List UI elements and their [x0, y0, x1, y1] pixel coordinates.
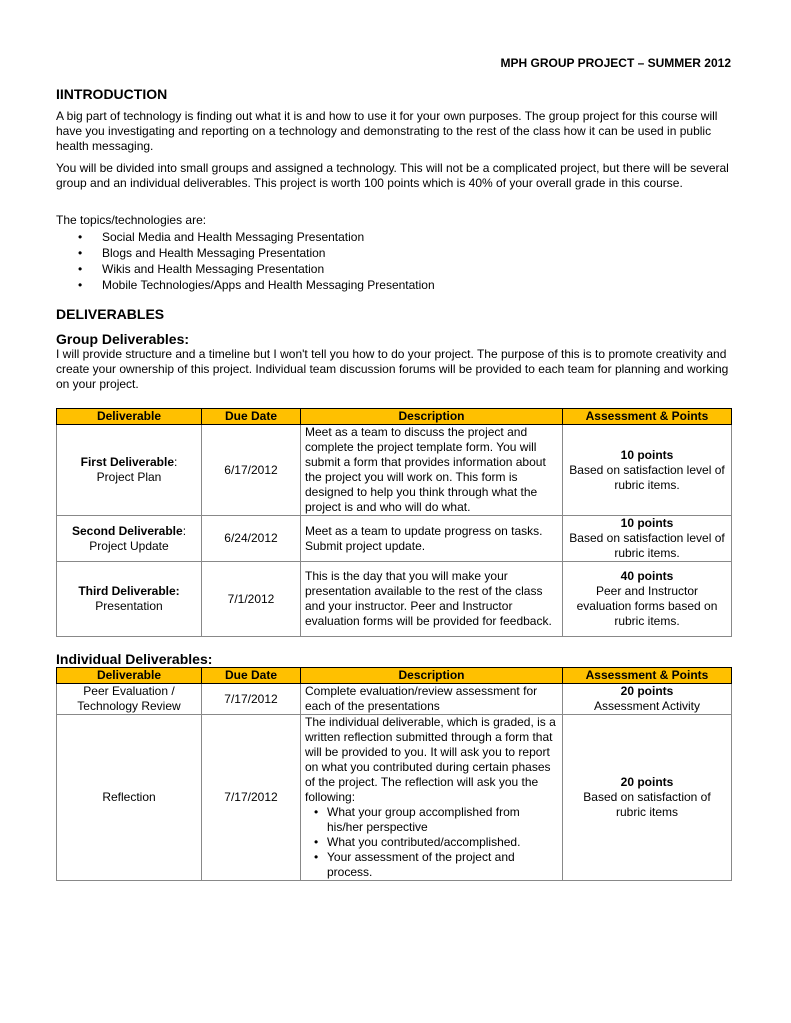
group-deliverables-intro: I will provide structure and a timeline but I won't tell you how to do your project. The purpose of this is to promote creativity and create your ownership of this project. Individual team discussion forums will be provided to each team for planning and working on your project.	[56, 347, 729, 391]
introduction-heading: IINTRODUCTION	[56, 86, 168, 102]
assessment-cell	[563, 562, 732, 637]
points-value: 20 points	[620, 684, 674, 698]
deliverable-subtitle: Project Plan	[96, 470, 162, 484]
topic-item: • Social Media and Health Messaging Presentation	[56, 230, 435, 246]
column-header-description: Description	[301, 668, 563, 684]
individual-deliverables-heading: Individual Deliverables:	[56, 651, 213, 667]
group-deliverables-table	[56, 408, 732, 637]
description-cell: Complete evaluation/review assessment for each of the presentations	[301, 684, 563, 715]
deliverable-subtitle: Project Update	[89, 538, 169, 553]
assessment-text: Based on satisfaction of rubric items	[583, 790, 711, 819]
description-cell: Meet as a team to update progress on tasks. Submit project update.	[301, 516, 563, 562]
deliverable-title: Third Deliverable:	[78, 584, 180, 598]
assessment-cell	[563, 425, 732, 516]
topic-item: • Wikis and Health Messaging Presentation	[56, 262, 435, 278]
due-date-cell: 6/24/2012	[202, 516, 301, 562]
column-header-due-date: Due Date	[202, 409, 301, 425]
topics-label: The topics/technologies are:	[56, 213, 207, 227]
deliverable-cell	[57, 425, 202, 516]
description-cell	[301, 715, 563, 881]
table-row	[57, 562, 732, 637]
topics-list	[56, 230, 435, 294]
table-header-row	[57, 409, 732, 425]
deliverable-cell	[57, 516, 202, 562]
table-row	[57, 684, 732, 715]
list-item: • What you contributed/accomplished.	[327, 835, 558, 850]
list-item: • Your assessment of the project and process.	[327, 850, 558, 880]
assessment-cell	[563, 684, 732, 715]
intro-paragraph-2: You will be divided into small groups and assigned a technology. This will not be a complicated project, but there will be several group and an individual deliverables. This project is worth 100 points which is 40% of your overall grade in this course.	[56, 161, 729, 190]
deliverable-cell: Reflection	[57, 715, 202, 881]
points-value: 20 points	[620, 775, 674, 789]
deliverable-cell: Peer Evaluation / Technology Review	[57, 684, 202, 715]
group-deliverables-heading: Group Deliverables:	[56, 331, 190, 347]
column-header-description: Description	[301, 409, 563, 425]
intro-paragraph-1: A big part of technology is finding out what it is and how to use it for your own purposes. The group project for this course will have you investigating and reporting on a technology and demonstrating to the rest of the class how it can be used in public health messaging.	[56, 109, 718, 153]
list-item: • What your group accomplished from his/her perspective	[327, 805, 558, 835]
assessment-text: Assessment Activity	[593, 699, 701, 713]
description-text: The individual deliverable, which is graded, is a written reflection submitted through a form that will be provided to you. It will ask you to report on what you contributed during certain phases of the project. The reflection will ask you the following:	[305, 715, 556, 804]
assessment-text: Peer and Instructor evaluation forms based on rubric items.	[576, 584, 718, 628]
assessment-text: Based on satisfaction level of rubric items.	[569, 531, 725, 560]
table-row	[57, 516, 732, 562]
document-header-title: MPH GROUP PROJECT – SUMMER 2012	[500, 56, 731, 70]
assessment-cell	[563, 516, 732, 562]
table-row	[57, 715, 732, 881]
reflection-bullet-list	[305, 805, 558, 880]
deliverable-title: Second Deliverable	[71, 523, 183, 538]
description-cell: This is the day that you will make your presentation available to the rest of the class and your instructor. Peer and Instructor evaluation forms will be provided for feedback.	[301, 562, 563, 637]
assessment-cell	[563, 715, 732, 881]
column-header-deliverable: Deliverable	[57, 409, 202, 425]
description-cell: Meet as a team to discuss the project and complete the project template form. You will submit a form that provides information about the project you will work on. This form is designed to help you think through what the project is and who will do what.	[301, 425, 563, 516]
assessment-text: Based on satisfaction level of rubric items.	[569, 462, 725, 492]
deliverable-subtitle: Presentation	[95, 599, 163, 613]
deliverable-title-separator: :	[174, 455, 178, 469]
table-header-row	[57, 668, 732, 684]
due-date-cell: 7/17/2012	[202, 715, 301, 881]
deliverable-cell	[57, 562, 202, 637]
due-date-cell: 7/17/2012	[202, 684, 301, 715]
topic-item: • Mobile Technologies/Apps and Health Messaging Presentation	[56, 278, 435, 294]
due-date-cell: 7/1/2012	[202, 562, 301, 637]
deliverables-heading: DELIVERABLES	[56, 306, 165, 322]
table-row	[57, 425, 732, 516]
deliverable-title: First Deliverable	[80, 455, 175, 469]
points-value: 10 points	[620, 516, 674, 530]
topic-item: • Blogs and Health Messaging Presentation	[56, 246, 435, 262]
deliverable-title-separator: :	[182, 523, 187, 538]
column-header-assessment: Assessment & Points	[563, 668, 732, 684]
column-header-assessment: Assessment & Points	[563, 409, 732, 425]
individual-deliverables-table	[56, 667, 732, 881]
column-header-deliverable: Deliverable	[57, 668, 202, 684]
points-value: 40 points	[620, 569, 674, 583]
column-header-due-date: Due Date	[202, 668, 301, 684]
points-value: 10 points	[620, 447, 674, 462]
due-date-cell: 6/17/2012	[202, 425, 301, 516]
